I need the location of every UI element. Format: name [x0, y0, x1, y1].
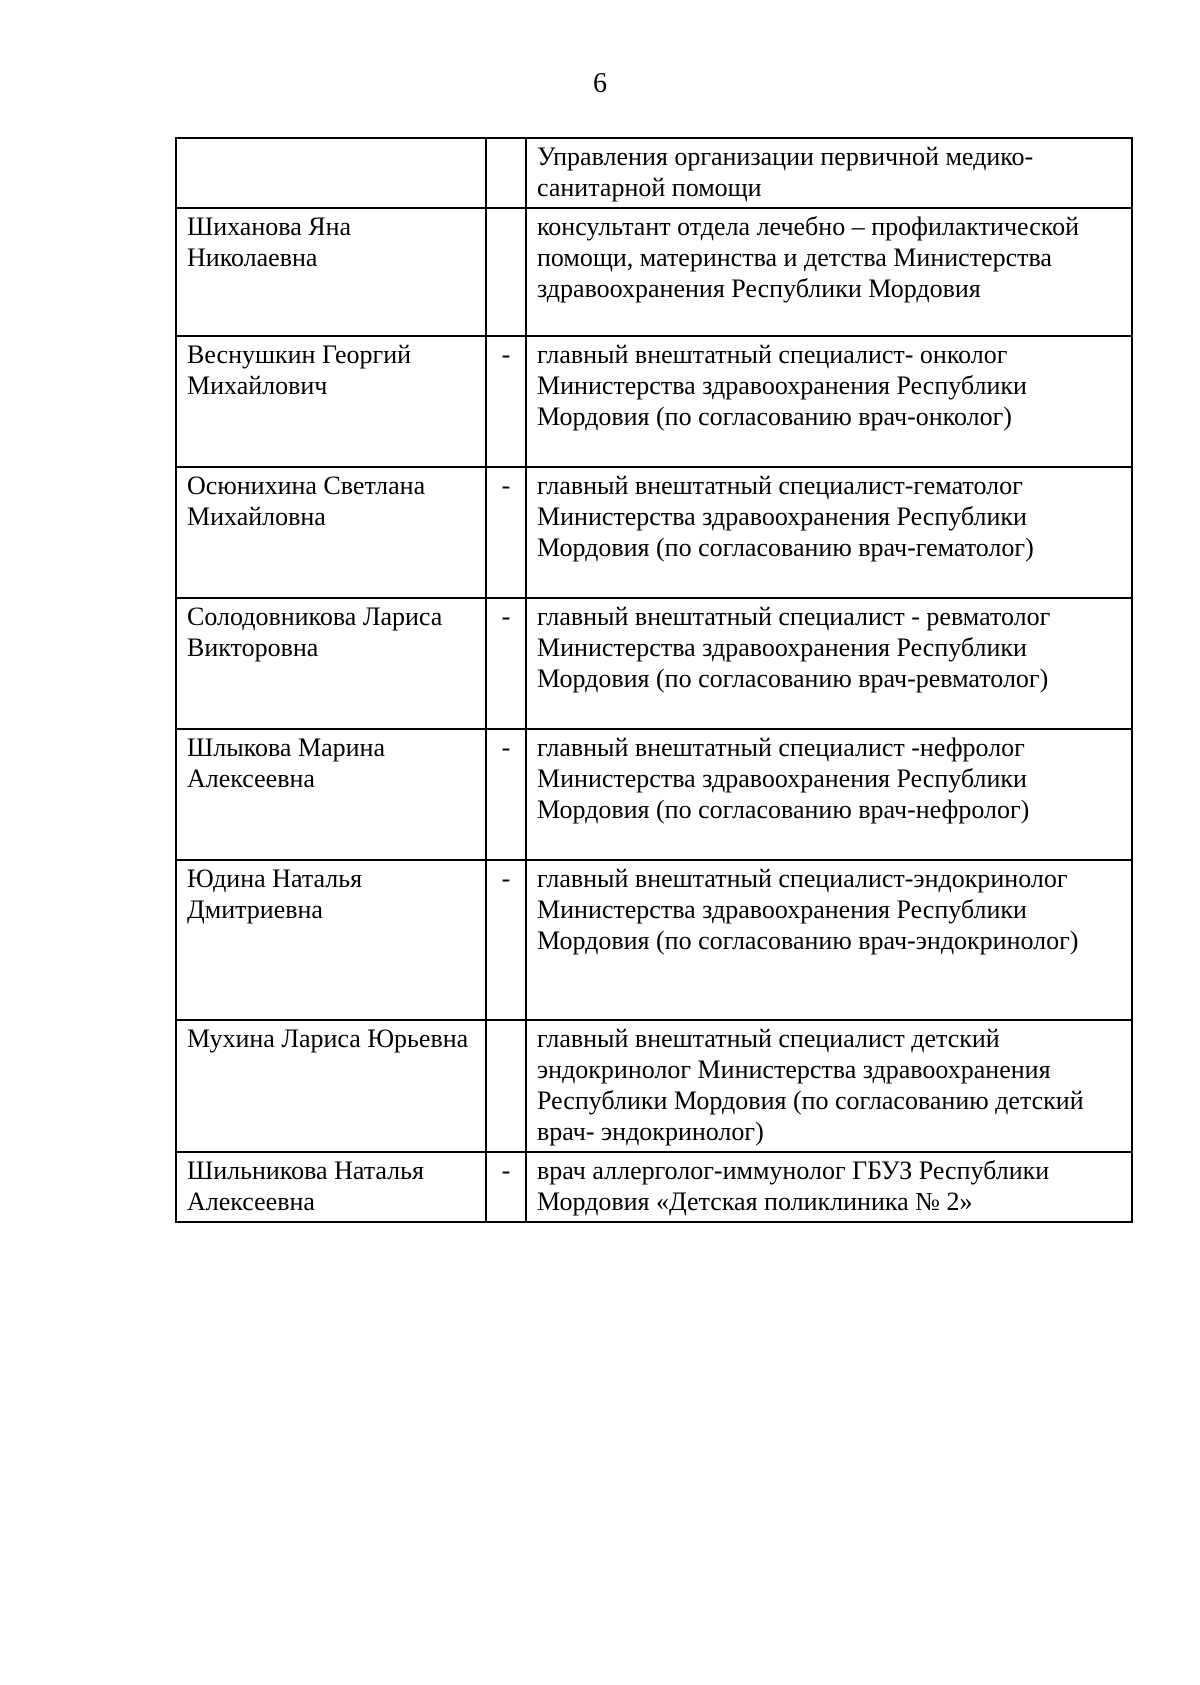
member-position: главный внештатный специалист - ревматолог Министерства здравоохранения Республики Мордовия (по согласованию врач-ревматолог) — [526, 598, 1132, 729]
dash-separator: - — [486, 860, 526, 1020]
dash-separator — [486, 138, 526, 208]
table-row — [176, 138, 1132, 208]
table-row — [176, 467, 1132, 598]
table-row — [176, 729, 1132, 860]
dash-separator: - — [486, 336, 526, 467]
table-row — [176, 1020, 1132, 1152]
table-row — [176, 336, 1132, 467]
dash-separator: - — [486, 467, 526, 598]
member-name: Шиханова Яна Николаевна — [176, 208, 486, 336]
dash-separator — [486, 208, 526, 336]
member-position: Управления организации первичной медико-санитарной помощи — [526, 138, 1132, 208]
member-position: главный внештатный специалист детский эндокринолог Министерства здравоохранения Республики Мордовия (по согласованию детский врач- эндокринолог) — [526, 1020, 1132, 1152]
member-name: Юдина Наталья Дмитриевна — [176, 860, 486, 1020]
table-row — [176, 598, 1132, 729]
page-number: 6 — [593, 68, 607, 99]
member-position: главный внештатный специалист-эндокринолог Министерства здравоохранения Республики Мордовия (по согласованию врач-эндокринолог) — [526, 860, 1132, 1020]
dash-separator — [486, 1020, 526, 1152]
table-row — [176, 208, 1132, 336]
member-name: Солодовникова Лариса Викторовна — [176, 598, 486, 729]
dash-separator: - — [486, 598, 526, 729]
member-name: Веснушкин Георгий Михайлович — [176, 336, 486, 467]
table-row — [176, 1152, 1132, 1222]
member-name: Осюнихина Светлана Михайловна — [176, 467, 486, 598]
member-position: врач аллерголог-иммунолог ГБУЗ Республики Мордовия «Детская поликлиника № 2» — [526, 1152, 1132, 1222]
dash-separator: - — [486, 729, 526, 860]
member-name: Шильникова Наталья Алексеевна — [176, 1152, 486, 1222]
member-position: главный внештатный специалист-гематолог Министерства здравоохранения Республики Мордовия (по согласованию врач-гематолог) — [526, 467, 1132, 598]
member-position: консультант отдела лечебно – профилактической помощи, материнства и детства Министерства здравоохранения Республики Мордовия — [526, 208, 1132, 336]
member-name — [176, 138, 486, 208]
table-row — [176, 860, 1132, 1020]
member-position: главный внештатный специалист- онколог Министерства здравоохранения Республики Мордовия (по согласованию врач-онколог) — [526, 336, 1132, 467]
member-name: Мухина Лариса Юрьевна — [176, 1020, 486, 1152]
members-table — [175, 137, 1133, 1223]
member-position: главный внештатный специалист -нефролог Министерства здравоохранения Республики Мордовия (по согласованию врач-нефролог) — [526, 729, 1132, 860]
dash-separator: - — [486, 1152, 526, 1222]
member-name: Шлыкова Марина Алексеевна — [176, 729, 486, 860]
